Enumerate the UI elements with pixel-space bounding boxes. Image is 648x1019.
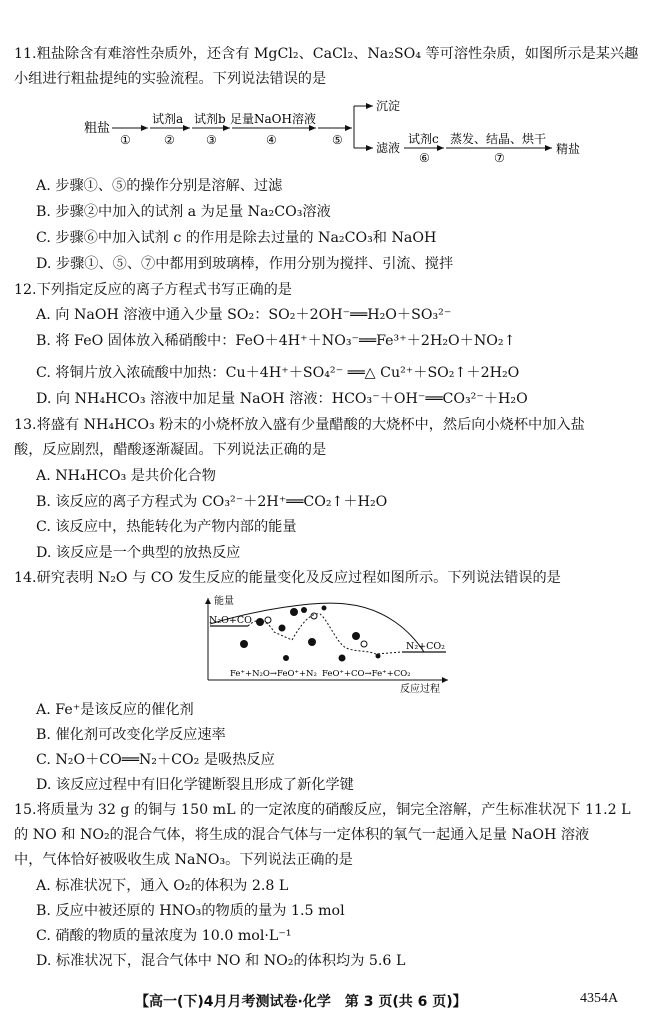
flow-step-6: ⑥ [419, 151, 430, 165]
q15-option-b: B. 反应中被还原的 HNO₃的物质的量为 1.5 mol [36, 903, 345, 919]
flow-process: 蒸发、结晶、烘干 [450, 132, 547, 146]
q13-option-b: B. 该反应的离子方程式为 CO₃²⁻＋2H⁺══CO₂↑＋H₂O [36, 494, 388, 510]
q15-stem-line3: 中，气体恰好被吸收生成 NaNO₃。下列说法正确的是 [14, 852, 353, 868]
molecule-dots [240, 606, 381, 662]
q11-option-d: D. 步骤①、⑤、⑦中都用到玻璃棒，作用分别为搅拌、引流、搅拌 [36, 256, 454, 272]
footer-title: 【高一(下)4月月考测试卷·化学 第 3 页(共 6 页)】 [135, 994, 467, 1010]
q15-option-c: C. 硝酸的物质的量浓度为 10.0 mol·L⁻¹ [36, 928, 292, 944]
question-13 [14, 413, 636, 463]
energy-axis-label: 能量 [214, 596, 234, 607]
q14-option-b: B. 催化剂可改变化学反应速率 [36, 727, 226, 743]
flow-reagent-b: 试剂b [194, 112, 226, 126]
q12-option-d: D. 向 NH₄HCO₃ 溶液中加足量 NaOH 溶液：HCO₃⁻＋OH⁻══CO₃²⁻＋H₂O [36, 391, 528, 407]
flow-product: 精盐 [556, 142, 581, 156]
q15-stem-line2: 的 NO 和 NO₂的混合气体，将生成的混合气体与一定体积的氧气一起通入足量 NaOH 溶液 [14, 827, 590, 843]
flow-step-5: ⑤ [332, 133, 343, 147]
flow-step-3: ③ [206, 133, 217, 147]
flow-step-4: ④ [266, 133, 277, 147]
q11-option-b: B. 步骤②中加入的试剂 a 为足量 Na₂CO₃溶液 [36, 204, 331, 220]
flow-step-1: ① [120, 133, 131, 147]
flow-start: 粗盐 [84, 121, 111, 136]
q11-flow-diagram [70, 94, 610, 166]
q15-option-d: D. 标准状况下，混合气体中 NO 和 NO₂的体积均为 5.6 L [36, 953, 406, 969]
question-12 [14, 278, 636, 303]
q11-option-a: A. 步骤①、⑤的操作分别是溶解、过滤 [36, 178, 283, 194]
q12-stem: 12.下列指定反应的离子方程式书写正确的是 [14, 282, 292, 298]
flow-step-2: ② [164, 133, 175, 147]
question-11 [14, 42, 639, 92]
flow-reagent-a: 试剂a [152, 112, 184, 126]
question-15 [14, 798, 636, 873]
q14-stem: 14.研究表明 N₂O 与 CO 发生反应的能量变化及反应过程如图所示。下列说法错误的是 [14, 570, 561, 586]
q13-option-d: D. 该反应是一个典型的放热反应 [36, 545, 241, 561]
q14-option-a: A. Fe⁺是该反应的催化剂 [36, 702, 194, 718]
q14-option-c: C. N₂O＋CO══N₂＋CO₂ 是吸热反应 [36, 752, 275, 768]
q15-stem-line1: 15.将质量为 32 g 的铜与 150 mL 的一定浓度的硝酸反应，铜完全溶解，产生标准状况下 11.2 L [14, 802, 631, 818]
flow-filtrate: 滤液 [376, 141, 401, 155]
q11-stem-line2: 小组进行粗盐提纯的实验流程。下列说法错误的是 [14, 71, 327, 87]
flow-precipitate: 沉淀 [376, 99, 401, 113]
q14-option-d: D. 该反应过程中有旧化学键断裂且形成了新化学键 [36, 777, 354, 793]
q11-stem-line1: 11.粗盐除含有难溶性杂质外，还含有 MgCl₂、CaCl₂、Na₂SO₄ 等可溶性杂质，如图所示是某兴趣 [14, 46, 639, 62]
start-level-label: N₂O+CO [209, 615, 252, 626]
step1-label: Fe⁺+N₂O→FeO⁺+N₂ [230, 669, 317, 679]
q13-option-c: C. 该反应中，热能转化为产物内部的能量 [36, 519, 297, 535]
flow-reagent-c: 试剂c [408, 132, 439, 146]
process-axis-label: 反应过程 [400, 684, 440, 695]
q13-option-a: A. NH₄HCO₃ 是共价化合物 [36, 468, 216, 484]
step2-label: FeO⁺+CO→Fe⁺+CO₂ [322, 669, 411, 679]
q13-stem-line1: 13.将盛有 NH₄HCO₃ 粉末的小烧杯放入盛有少量醋酸的大烧杯中，然后向小烧杯中加入盐 [14, 417, 585, 433]
question-14 [14, 566, 636, 591]
footer-code: 4354A [580, 991, 619, 1006]
flow-naoh: 足量NaOH溶液 [230, 112, 316, 126]
q14-energy-diagram [196, 592, 456, 696]
q12-option-c: C. 将铜片放入浓硫酸中加热：Cu＋4H⁺＋SO₄²⁻ ══△ Cu²⁺＋SO₂↑＋2H₂O [36, 365, 520, 381]
q12-option-a: A. 向 NaOH 溶液中通入少量 SO₂：SO₂＋2OH⁻══H₂O＋SO₃²⁻ [36, 307, 452, 323]
q15-option-a: A. 标准状况下，通入 O₂的体积为 2.8 L [36, 878, 289, 894]
flow-step-7: ⑦ [494, 151, 505, 165]
q13-stem-line2: 酸，反应剧烈，醋酸逐渐凝固。下列说法正确的是 [14, 442, 327, 458]
end-level-label: N₂+CO₂ [406, 641, 445, 652]
q11-option-c: C. 步骤⑥中加入试剂 c 的作用是除去过量的 Na₂CO₃和 NaOH [36, 230, 437, 246]
q12-option-b: B. 将 FeO 固体放入稀硝酸中：FeO＋4H⁺＋NO₃⁻══Fe³⁺＋2H₂O＋NO₂↑ [36, 333, 516, 349]
